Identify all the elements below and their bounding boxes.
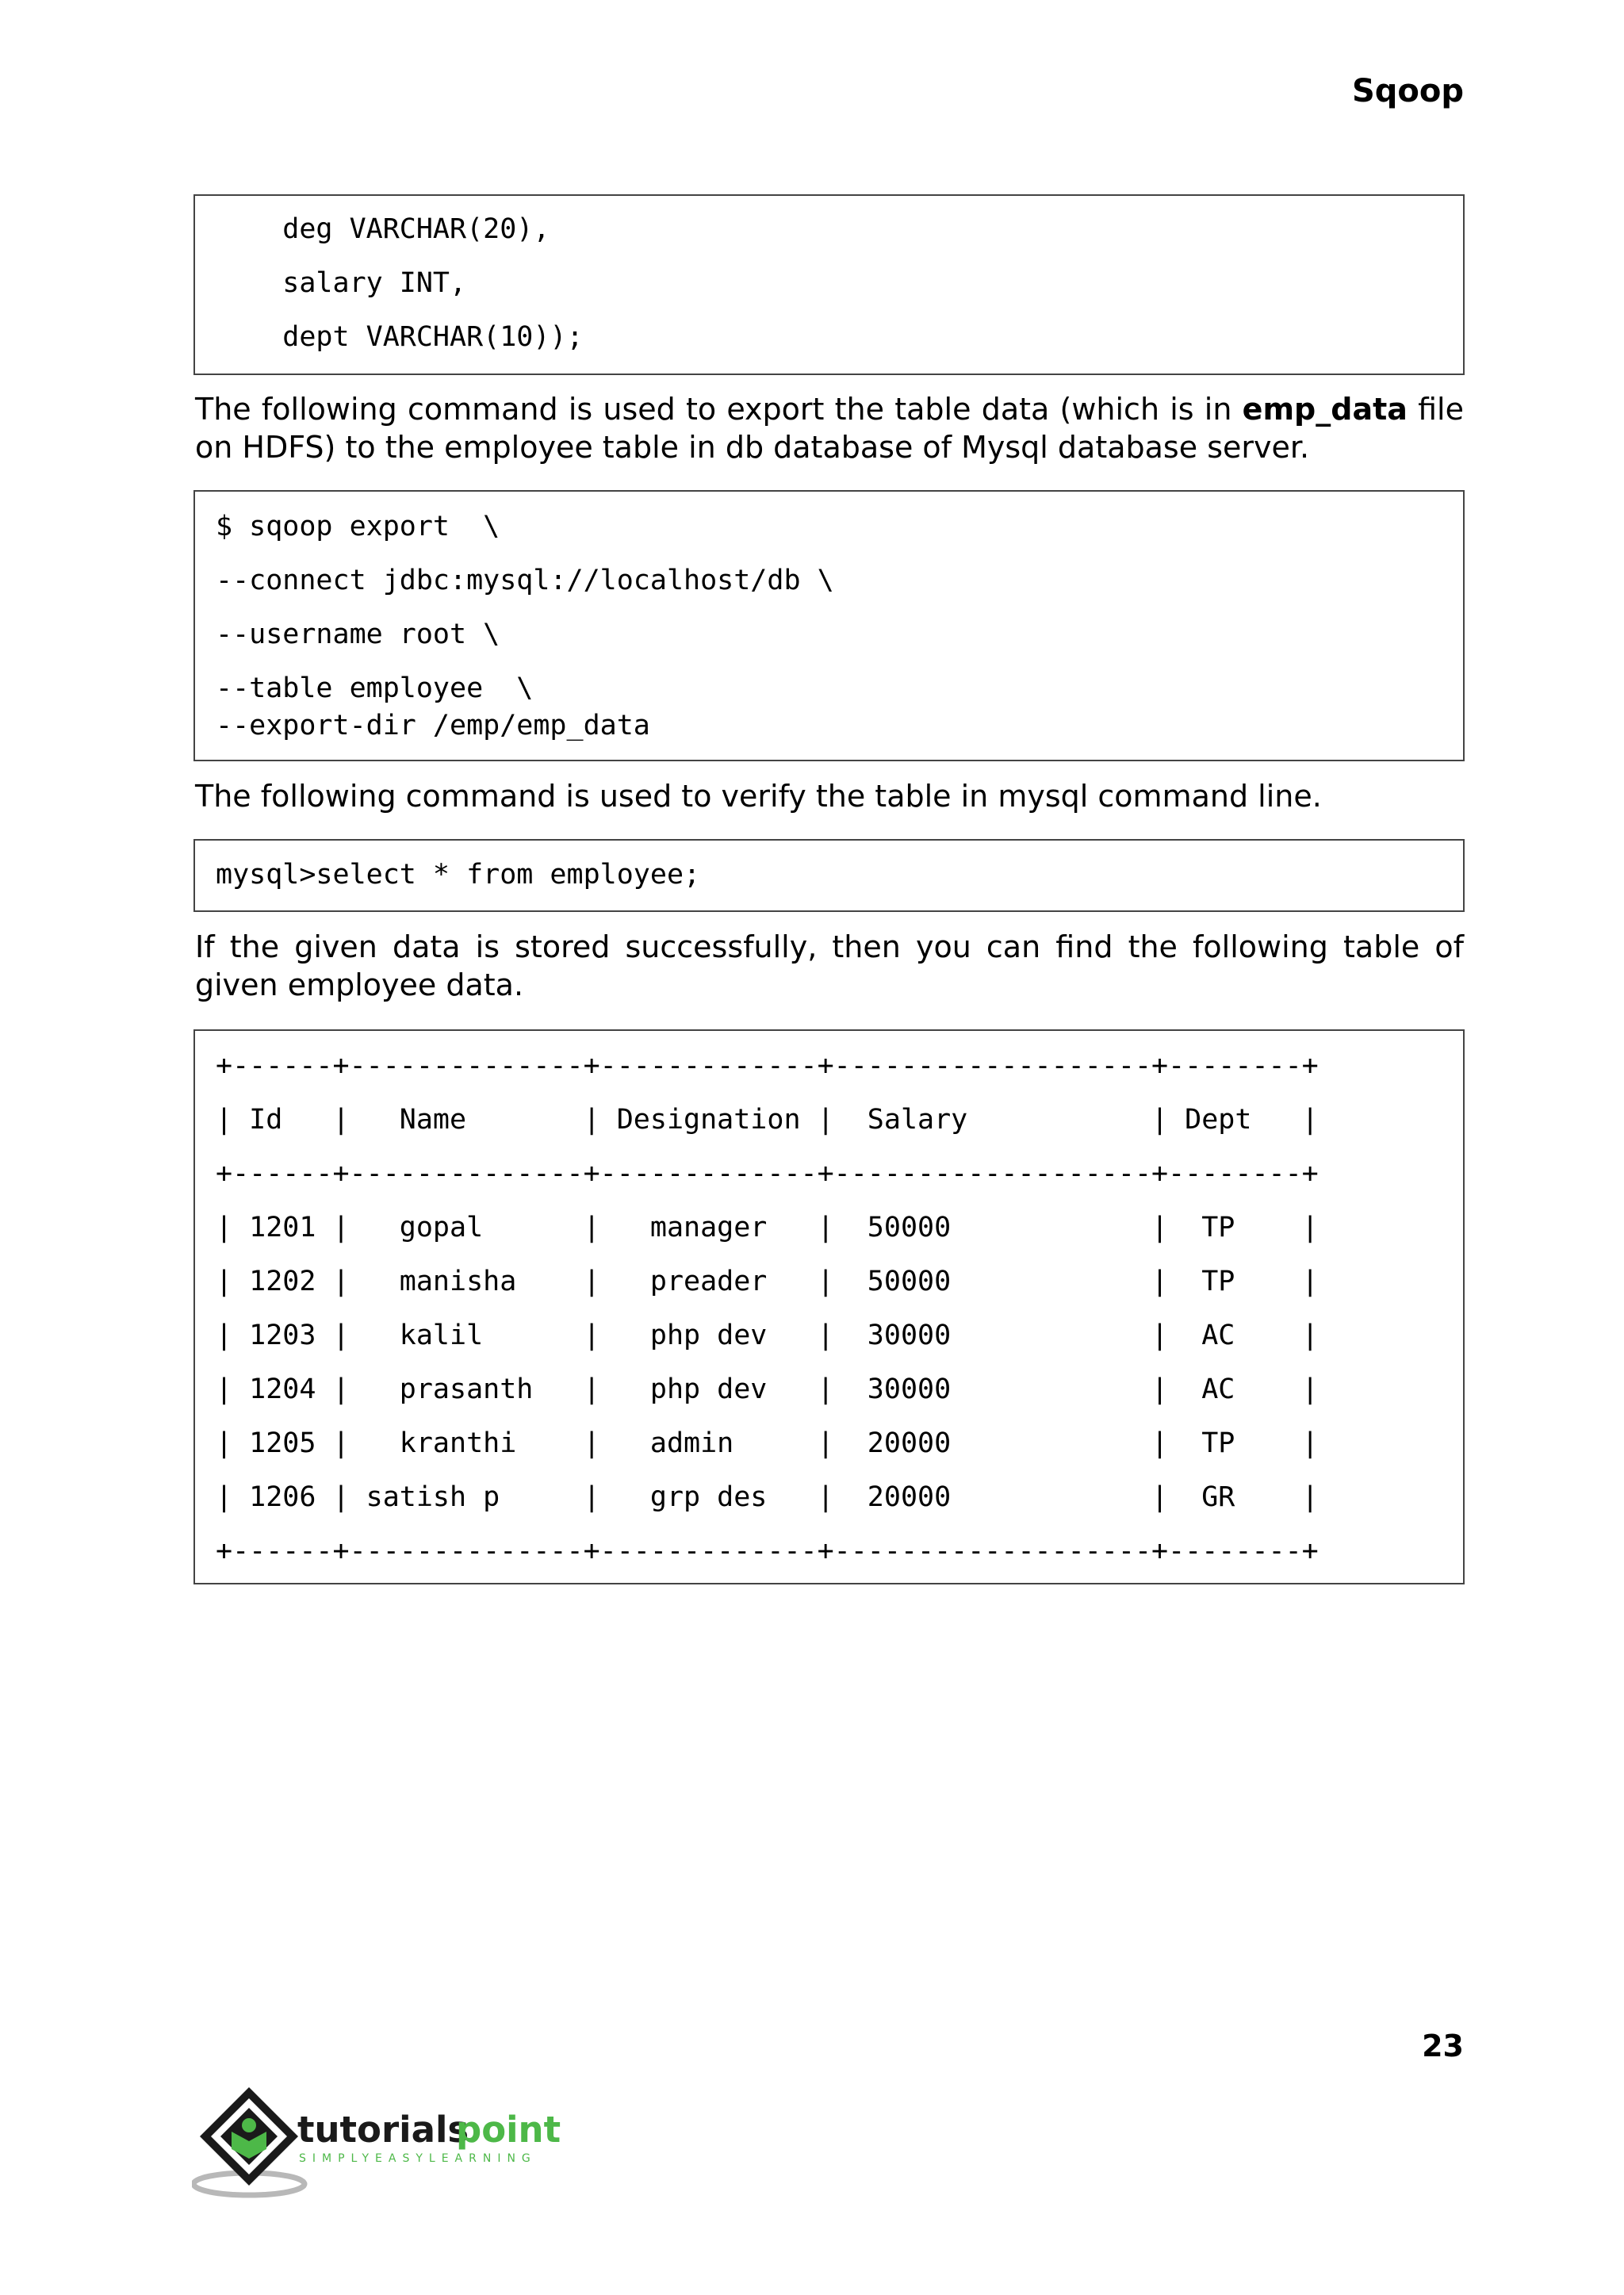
code-block-export-command: [193, 490, 1465, 761]
tutorialspoint-logo: [192, 2081, 565, 2203]
code-block-select-query: [193, 839, 1465, 912]
code-block-create-table: [193, 194, 1465, 375]
code-line: --username root \: [216, 619, 500, 650]
page-header-title: Sqoop: [1351, 73, 1464, 109]
table-row: | 1204 | prasanth | php dev | 30000 | AC |: [216, 1374, 1319, 1405]
table-row: | 1205 | kranthi | admin | 20000 | TP |: [216, 1427, 1319, 1459]
table-header-row: | Id | Name | Designation | Salary | Dept |: [216, 1104, 1319, 1136]
logo-tagline: SIMPLYEASYLEARNING: [299, 2152, 537, 2165]
table-row: | 1203 | kalil | php dev | 30000 | AC |: [216, 1320, 1319, 1351]
code-line: mysql>select * from employee;: [216, 859, 701, 891]
table-border-line: +------+--------------+-------------+-------------------+--------+: [216, 1158, 1319, 1190]
table-row: | 1202 | manisha | preader | 50000 | TP |: [216, 1266, 1319, 1297]
table-border-line: +------+--------------+-------------+-------------------+--------+: [216, 1535, 1319, 1567]
code-line: --table employee \: [216, 672, 534, 704]
code-line: deg VARCHAR(20),: [216, 213, 550, 245]
logo-brand-part1: tutorials: [297, 2109, 469, 2151]
paragraph-text: The following command is used to export the table data (which is in: [195, 392, 1243, 427]
table-row: | 1201 | gopal | manager | 50000 | TP |: [216, 1212, 1319, 1243]
code-line: salary INT,: [216, 267, 467, 299]
paragraph-verify-intro: The following command is used to verify the table in mysql command line.: [195, 779, 1322, 814]
paragraph-export-intro: [195, 390, 1464, 466]
logo-brand-part2: point: [456, 2109, 561, 2151]
person-head-icon: [242, 2118, 256, 2132]
code-line: --connect jdbc:mysql://localhost/db \: [216, 565, 834, 596]
paragraph-result-intro: If the given data is stored successfully, then you can find the following table of given employee data.: [195, 929, 1464, 1002]
bold-term: emp_data: [1242, 392, 1408, 427]
table-row: | 1206 | satish p | grp des | 20000 | GR |: [216, 1481, 1319, 1513]
code-block-output-table: [193, 1029, 1465, 1584]
paragraph-text: file on HDFS) to the employee table in db database of Mysql database server.: [195, 392, 1464, 465]
page-number: 23: [1422, 2029, 1464, 2063]
code-line: $ sqoop export \: [216, 511, 500, 542]
code-line: --export-dir /emp/emp_data: [216, 710, 650, 741]
table-border-line: +------+--------------+-------------+-------------------+--------+: [216, 1050, 1319, 1082]
code-line: dept VARCHAR(10));: [216, 321, 584, 353]
